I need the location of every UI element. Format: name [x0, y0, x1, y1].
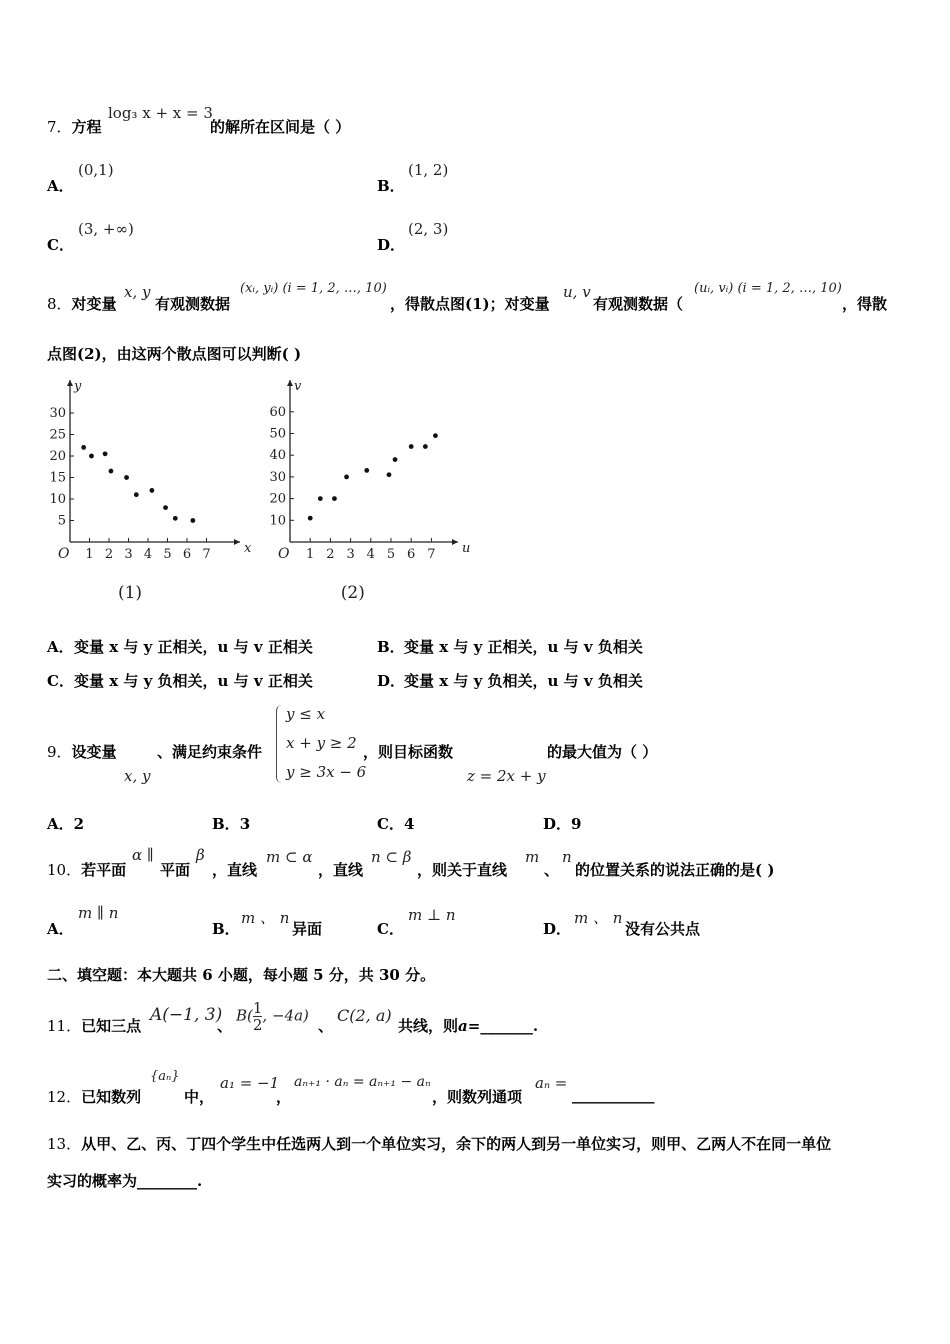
q10-n-in-beta: n ⊂ β [371, 848, 412, 866]
q10-option-b-text: 异面 [292, 920, 323, 938]
q7-option-b-label: B． [377, 177, 405, 195]
q7-text: 方程 [71, 118, 102, 136]
q12-text-4: ，则数列通项 [432, 1088, 523, 1106]
q10-option-d-math: m 、 n [574, 909, 623, 927]
q10-beta: β [196, 846, 205, 864]
y-tick-label: 30 [49, 406, 66, 421]
x-tick-label: 4 [366, 547, 375, 562]
q10-alpha-parallel: α ∥ [132, 846, 154, 864]
q7-text-post: 的解所在区间是（ ） [210, 118, 351, 136]
section-2-heading: 二、填空题：本大题共 6 小题，每小题 5 分，共 30 分。 [47, 966, 436, 984]
q9-option-d-label: D． [543, 815, 572, 833]
q12-text-3: ， [276, 1088, 292, 1106]
q8-vars-uv: u, v [563, 283, 591, 301]
q10-text-2: 平面 [160, 861, 191, 879]
q9-option-a [47, 813, 84, 834]
q8-stem [47, 293, 117, 314]
q7-option-d-label: D． [377, 236, 406, 254]
q10-text-6: 、 [544, 861, 560, 879]
q7-option-c: (3, +∞) [78, 220, 134, 238]
q11-fraction [253, 1000, 263, 1033]
q9-option-a-label: A． [47, 815, 74, 833]
q10-option-c-math: m ⊥ n [408, 906, 456, 924]
q10-option-d-text: 没有公共点 [625, 920, 701, 938]
q9-option-c-label: C． [377, 815, 404, 833]
data-point [150, 488, 155, 493]
q7-option-b: (1, 2) [408, 161, 449, 179]
q9-option-b [212, 813, 250, 834]
data-point [89, 454, 94, 459]
q11-point-b-close: , −4a) [262, 1006, 309, 1025]
q10-option-a-math: m ∥ n [78, 904, 119, 922]
x-tick-label: 7 [427, 547, 436, 562]
q8-option-a: 变量 x 与 y 正相关，u 与 v 正相关 [74, 638, 313, 656]
q9-text-2: 、满足约束条件 [157, 743, 263, 761]
data-point [423, 444, 428, 449]
data-point [409, 444, 414, 449]
q11-sep-1: 、 [217, 1017, 233, 1035]
q10-option-c-label: C． [377, 920, 404, 938]
y-tick-label: 10 [269, 513, 286, 529]
y-axis-label: y [74, 379, 82, 394]
q11-tail [398, 1015, 538, 1036]
q11-fraction-den: 2 [252, 1016, 263, 1034]
q7-equation: log₃ x + x = 3 [108, 104, 213, 122]
q8-text-4: 有观测数据（ [593, 295, 684, 313]
data-point [308, 516, 313, 521]
q10-option-b-label: B． [212, 920, 240, 938]
q8-data-2: (uᵢ, vᵢ) (i = 1, 2, …, 10) [694, 281, 842, 296]
q10-text-7: 的位置关系的说法正确的是( ) [575, 861, 775, 879]
data-point [173, 516, 178, 521]
q11-text-1: 已知三点 [81, 1017, 142, 1035]
x-tick-label: 3 [346, 547, 355, 562]
data-point [163, 505, 168, 510]
figure-caption: (1) [117, 583, 143, 603]
origin-label: O [58, 546, 70, 562]
q9-constraint-1: y ≤ x [286, 705, 326, 723]
q11-point-a: A(−1, 3) [150, 1005, 223, 1025]
q9-objective: z = 2x + y [467, 767, 546, 785]
x-tick-label: 7 [202, 547, 211, 562]
data-point [81, 445, 86, 450]
q12-initial: a₁ = −1 [220, 1074, 280, 1092]
q13-text-line2: 实习的概率为________. [47, 1172, 203, 1190]
q8-option-b-label: B． [377, 638, 405, 656]
q11-sep-2: 、 [318, 1017, 334, 1035]
y-axis-label: v [294, 379, 302, 394]
y-tick-label: 5 [57, 513, 66, 529]
data-point [364, 468, 369, 473]
q10-text-1: 若平面 [81, 861, 127, 879]
q8-option-b: 变量 x 与 y 正相关，u 与 v 负相关 [404, 638, 643, 656]
q12-sequence: {aₙ} [150, 1069, 180, 1084]
x-tick-label: 1 [85, 547, 94, 562]
q8-text-5: ，得散 [842, 295, 888, 313]
q8-number: 8． [47, 295, 72, 313]
q11-point-b [236, 1000, 309, 1033]
q7-stem [47, 116, 102, 137]
q9-text-1: 设变量 [71, 743, 117, 761]
q10-option-a-label: A． [47, 920, 74, 938]
q10-option-b-math: m 、 n [241, 909, 290, 927]
q8-data-1: (xᵢ, yᵢ) (i = 1, 2, …, 10) [240, 281, 387, 296]
data-point [332, 496, 337, 501]
data-point [393, 457, 398, 462]
data-point [190, 518, 195, 523]
data-point [318, 496, 323, 501]
y-tick-label: 25 [49, 427, 66, 443]
q8-text-2: 有观测数据 [155, 295, 231, 313]
x-axis-label: u [462, 541, 471, 556]
q9-option-a-text: 2 [73, 815, 85, 833]
q7-option-c-label: C． [47, 236, 74, 254]
q7-option-d: (2, 3) [408, 220, 449, 238]
q9-option-c [377, 813, 414, 834]
q11-number: 11． [47, 1017, 82, 1035]
y-tick-label: 30 [269, 469, 286, 485]
x-tick-label: 6 [182, 547, 192, 562]
scatter-plot-2 [269, 379, 470, 603]
q11-answer-blank: =_______. [467, 1017, 539, 1035]
y-tick-label: 50 [269, 426, 286, 442]
q8-vars-xy: x, y [124, 283, 151, 301]
q10-m: m [525, 848, 540, 866]
q10-text-3: ，直线 [212, 861, 258, 879]
x-tick-label: 5 [163, 547, 172, 562]
q10-stem [47, 859, 126, 880]
q8-text-3: ，得散点图(1)；对变量 [390, 295, 550, 313]
data-point [433, 433, 438, 438]
q8-option-c-label: C． [47, 672, 74, 690]
data-point [344, 475, 349, 480]
q10-text-5: ，则关于直线 [417, 861, 508, 879]
q8-option-d: 变量 x 与 y 负相关，u 与 v 负相关 [404, 672, 643, 690]
x-tick-label: 2 [104, 547, 114, 562]
q12-text-1: 已知数列 [81, 1088, 142, 1106]
q9-constraint-2: x + y ≥ 2 [286, 734, 357, 752]
q9-stem [47, 741, 117, 762]
scatter-plot-1 [49, 379, 252, 603]
q11-var-a: a [458, 1017, 468, 1035]
q13-text-line1: 从甲、乙、丙、丁四个学生中任选两人到一个单位实习，余下的两人到另一单位实习，则甲、乙两人不在同一单位 [81, 1135, 832, 1153]
q8-option-c: 变量 x 与 y 负相关，u 与 v 正相关 [74, 672, 313, 690]
q12-general-term: aₙ = [535, 1074, 568, 1092]
q13-stem [47, 1133, 831, 1154]
origin-label: O [278, 546, 290, 562]
y-tick-label: 20 [269, 491, 286, 507]
q12-recurrence: aₙ₊₁ · aₙ = aₙ₊₁ − aₙ [294, 1074, 431, 1090]
q10-n: n [562, 848, 572, 866]
q11-text-2: 共线，则 [398, 1017, 459, 1035]
q8-text-line2: 点图(2)，由这两个散点图可以判断( ) [47, 345, 302, 363]
x-axis-arrow-icon [234, 539, 240, 545]
q9-text-4: 的最大值为（ ） [547, 743, 658, 761]
x-tick-label: 1 [306, 547, 315, 562]
q9-option-c-text: 4 [403, 815, 415, 833]
y-tick-label: 20 [49, 449, 66, 464]
q9-option-d-text: 9 [571, 815, 582, 833]
q10-m-in-alpha: m ⊂ α [266, 848, 313, 866]
data-point [103, 451, 108, 456]
q11-point-c: C(2, a) [337, 1006, 392, 1025]
q9-constraint-3: y ≥ 3x − 6 [286, 763, 367, 781]
q9-vars: x, y [124, 767, 151, 785]
q12-stem [47, 1086, 141, 1107]
y-tick-label: 10 [49, 492, 66, 507]
data-point [124, 475, 129, 480]
y-tick-label: 15 [49, 470, 66, 486]
y-tick-label: 40 [269, 448, 286, 464]
q12-number: 12． [47, 1088, 82, 1106]
figure-caption: (2) [340, 583, 365, 603]
x-tick-label: 4 [143, 547, 153, 562]
q8-text-1: 对变量 [71, 295, 117, 313]
q8-option-d-label: D． [377, 672, 406, 690]
q8-scatter-figures [40, 372, 480, 612]
data-point [387, 472, 392, 477]
q7-option-a-label: A． [47, 177, 74, 195]
q7-number: 7． [47, 118, 72, 136]
q10-number: 10． [47, 861, 82, 879]
y-axis-arrow-icon [287, 380, 293, 386]
q8-option-a-label: A． [47, 638, 74, 656]
q12-answer-blank: ___________ [572, 1086, 655, 1104]
x-tick-label: 2 [326, 547, 335, 562]
x-tick-label: 5 [386, 547, 396, 562]
q12-text-2: 中， [184, 1088, 215, 1106]
x-axis-label: x [244, 541, 252, 556]
q11-point-b-open: B( [236, 1006, 253, 1025]
q9-option-d [543, 813, 581, 834]
q11-stem [47, 1015, 141, 1036]
q13-number: 13． [47, 1135, 82, 1153]
q10-option-d-label: D． [543, 920, 572, 938]
q9-option-b-label: B． [212, 815, 240, 833]
x-tick-label: 6 [407, 547, 416, 562]
x-axis-arrow-icon [452, 539, 458, 545]
q11-fraction-num: 1 [252, 999, 263, 1017]
q9-option-b-text: 3 [239, 815, 251, 833]
q10-text-4: ，直线 [318, 861, 364, 879]
q9-number: 9． [47, 743, 72, 761]
q9-text-3: ，则目标函数 [363, 743, 454, 761]
q7-option-a: (0,1) [78, 161, 114, 179]
x-tick-label: 3 [124, 547, 133, 562]
y-tick-label: 60 [269, 404, 286, 420]
y-axis-arrow-icon [67, 380, 73, 386]
data-point [134, 492, 139, 497]
data-point [109, 469, 114, 474]
